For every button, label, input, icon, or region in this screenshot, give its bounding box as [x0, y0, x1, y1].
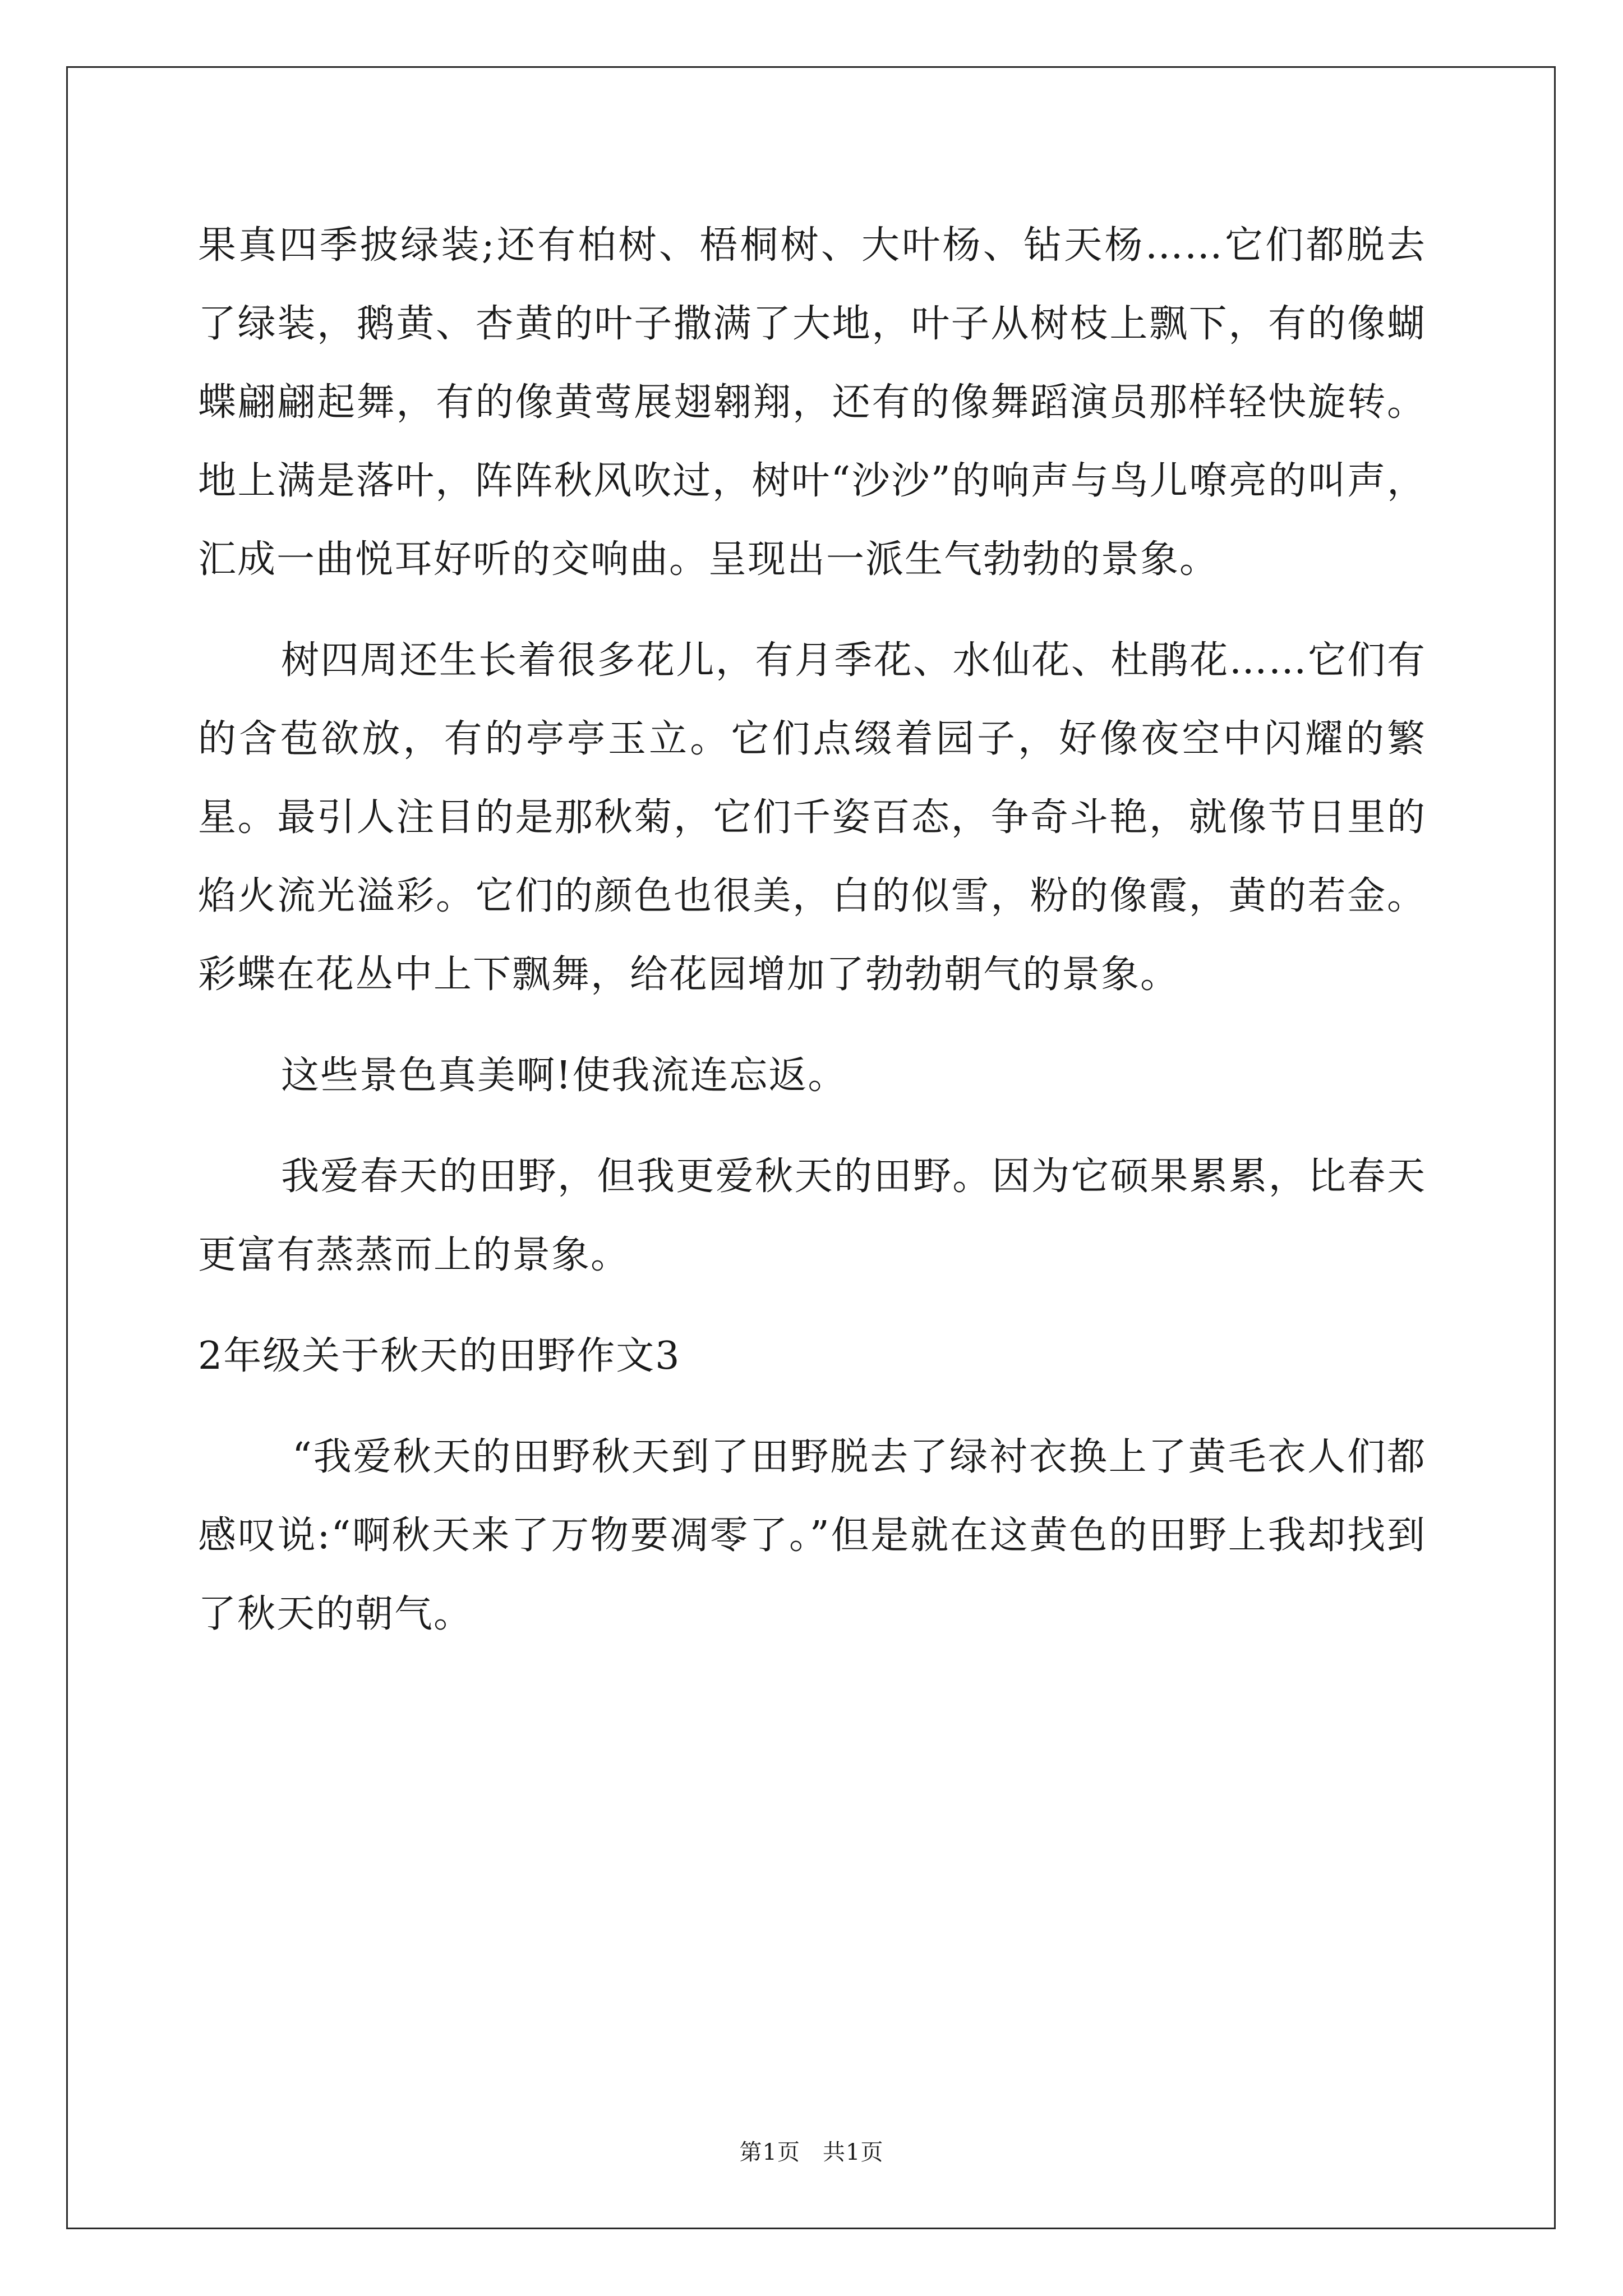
- paragraph-1: 果真四季披绿装;还有柏树、梧桐树、大叶杨、钻天杨……它们都脱去了绿装，鹅黄、杏黄的叶子撒满了大地，叶子从树枝上飘下，有的像蝴蝶翩翩起舞，有的像黄莺展翅翱翔，还有的像舞蹈演员那样轻快旋转。地上满是落叶，阵阵秋风吹过，树叶“沙沙”的响声与鸟儿嘹亮的叫声，汇成一曲悦耳好听的交响曲。呈现出一派生气勃勃的景象。: [198, 223, 1426, 582]
- document-body: [198, 206, 1426, 1654]
- section-title: 2年级关于秋天的田野作文3: [198, 1334, 681, 1378]
- page-number: 第1页: [739, 2139, 800, 2165]
- paragraph-2: 树四周还生长着很多花儿，有月季花、水仙花、杜鹃花……它们有的含苞欲放，有的亭亭玉立。它们点缀着园子，好像夜空中闪耀的繁星。最引人注目的是那秋菊，它们千姿百态，争奇斗艳，就像节日里的焰火流光溢彩。它们的颜色也很美，白的似雪，粉的像霞，黄的若金。彩蝶在花丛中上下飘舞，给花园增加了勃勃朝气的景象。: [198, 638, 1426, 997]
- paragraph-4: 我爱春天的田野，但我更爱秋天的田野。因为它硕果累累，比春天更富有蒸蒸而上的景象。: [198, 1154, 1426, 1277]
- paragraph-3: 这些景色真美啊!使我流连忘返。: [281, 1053, 847, 1098]
- page-footer: [0, 2134, 1623, 2166]
- page-total: 共1页: [823, 2139, 884, 2165]
- paragraph-5: “我爱秋天的田野秋天到了田野脱去了绿衬衣换上了黄毛衣人们都感叹说:“啊秋天来了万物要凋零了。”但是就在这黄色的田野上我却找到了秋天的朝气。: [198, 1435, 1426, 1636]
